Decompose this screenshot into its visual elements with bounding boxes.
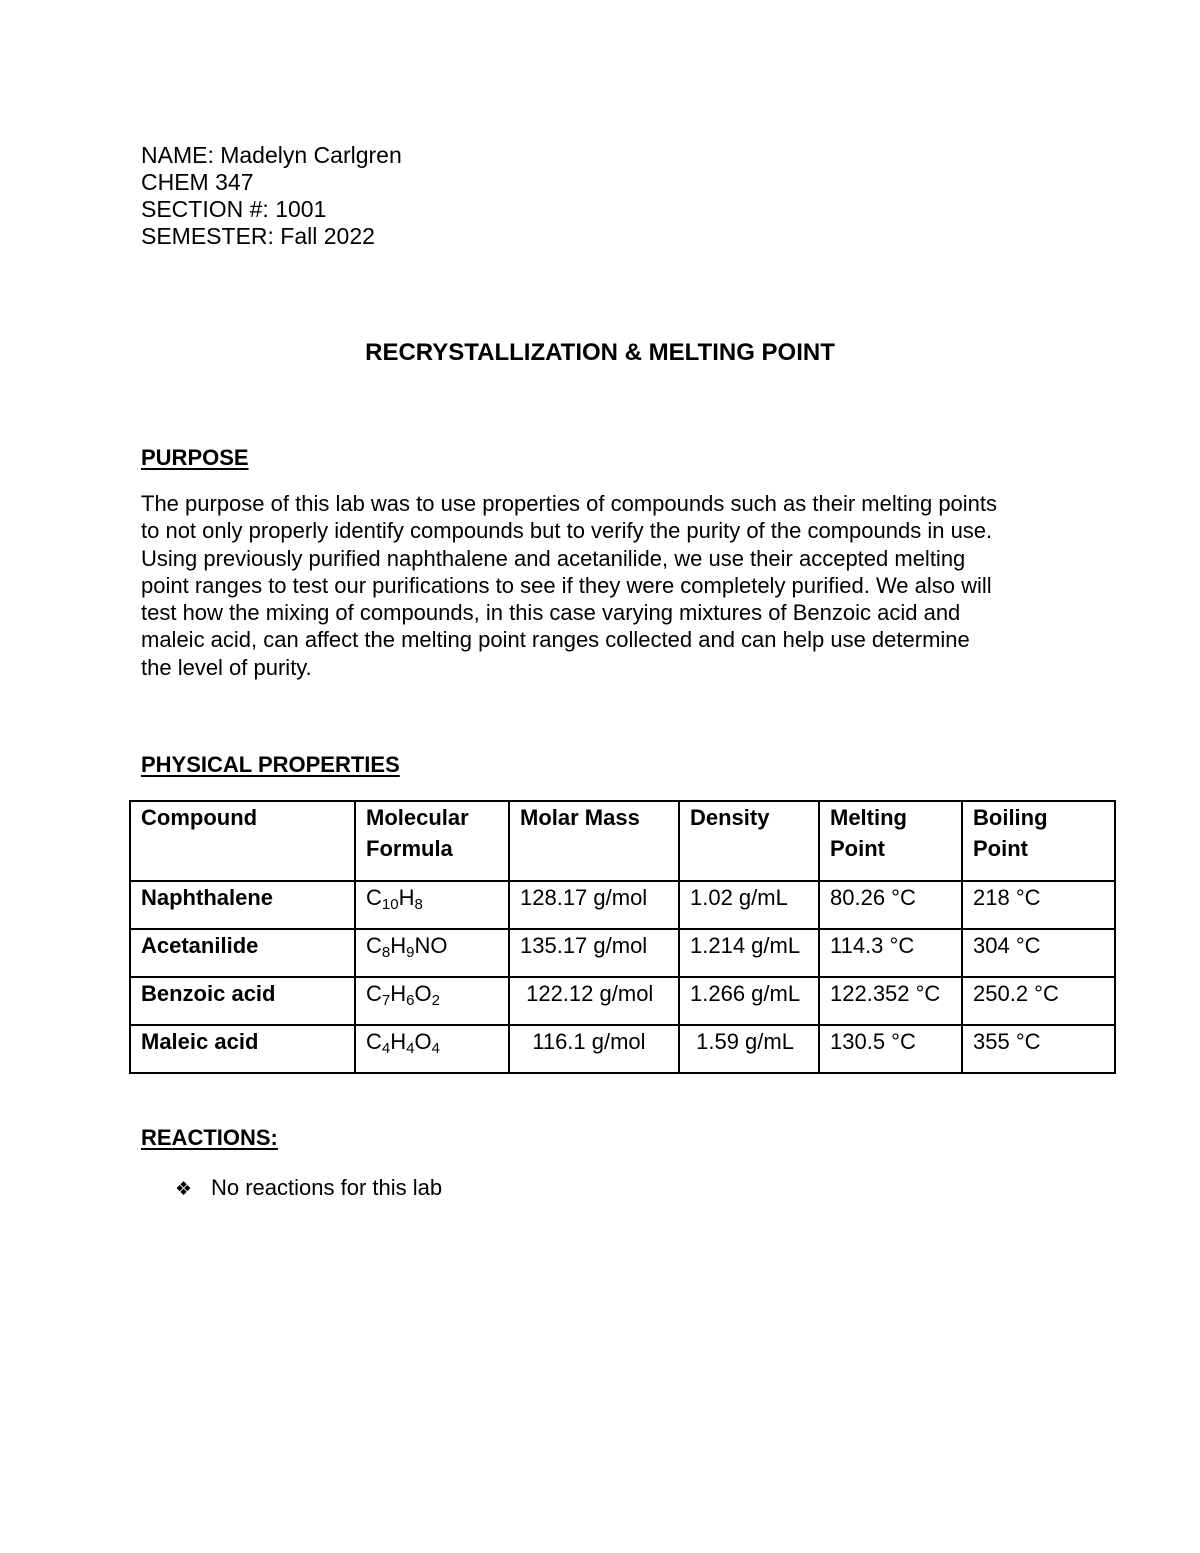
formula-element: H xyxy=(398,885,415,910)
formula-element: C xyxy=(366,1029,382,1054)
formula-subscript: 4 xyxy=(381,1040,391,1057)
formula-subscript: 8 xyxy=(414,896,423,913)
formula-subscript: 9 xyxy=(406,944,415,961)
column-header-molar-mass: Molar Mass xyxy=(509,801,679,881)
molecular-formula xyxy=(355,929,509,977)
purpose-line: maleic acid, can affect the melting point ranges collected and can help use determine xyxy=(141,627,970,653)
purpose-line: Using previously purified naphthalene and acetanilide, we use their accepted melting xyxy=(141,545,966,571)
formula-subscript: 2 xyxy=(431,992,440,1009)
boiling-point: 250.2 °C xyxy=(962,977,1115,1025)
density: 1.02 g/mL xyxy=(679,881,819,929)
column-header-compound: Compound xyxy=(130,801,355,881)
reactions-heading: REACTIONS: xyxy=(141,1125,278,1150)
molecular-formula xyxy=(355,977,509,1025)
melting-point: 114.3 °C xyxy=(819,929,962,977)
table-header-row xyxy=(130,801,1115,881)
document-title: RECRYSTALLIZATION & MELTING POINT xyxy=(365,339,835,366)
density: 1.214 g/mL xyxy=(679,929,819,977)
reaction-note: No reactions for this lab xyxy=(211,1175,443,1200)
formula-element: O xyxy=(414,1029,432,1054)
formula-element: C xyxy=(366,933,382,958)
molar-mass: 135.17 g/mol xyxy=(509,929,679,977)
compound-name: Maleic acid xyxy=(130,1025,355,1073)
melting-point: 122.352 °C xyxy=(819,977,962,1025)
purpose-line: test how the mixing of compounds, in this case varying mixtures of Benzoic acid and xyxy=(141,600,961,626)
formula-subscript: 4 xyxy=(431,1040,440,1057)
column-header-melting-point: Melting Point xyxy=(819,801,962,881)
purpose-heading: PURPOSE xyxy=(141,445,249,470)
formula-element: H xyxy=(390,933,407,958)
column-header-density: Density xyxy=(679,801,819,881)
formula-subscript: 7 xyxy=(381,992,391,1009)
purpose-line: The purpose of this lab was to use properties of compounds such as their melting points xyxy=(141,491,998,516)
formula-element: C xyxy=(366,885,382,910)
table-row xyxy=(130,1025,1115,1073)
density: 1.266 g/mL xyxy=(679,977,819,1025)
formula-subscript: 8 xyxy=(381,944,391,961)
density: 1.59 g/mL xyxy=(679,1025,819,1073)
semester: SEMESTER: Fall 2022 xyxy=(141,223,375,249)
formula-subscript: 6 xyxy=(406,992,415,1009)
formula-element: O xyxy=(414,981,432,1006)
physical-properties-heading: PHYSICAL PROPERTIES xyxy=(141,752,400,777)
molecular-formula xyxy=(355,881,509,929)
formula-subscript: 4 xyxy=(406,1040,415,1057)
table-row xyxy=(130,881,1115,929)
melting-point: 80.26 °C xyxy=(819,881,962,929)
molecular-formula xyxy=(355,1025,509,1073)
compound-name: Acetanilide xyxy=(130,929,355,977)
student-info xyxy=(141,142,402,250)
section-number: SECTION #: 1001 xyxy=(141,196,327,222)
column-header-molecular-formula: Molecular Formula xyxy=(355,801,509,881)
purpose-line: to not only properly identify compounds but to verify the purity of the compounds in use. xyxy=(141,518,993,544)
purpose-line: the level of purity. xyxy=(141,654,312,680)
list-item xyxy=(175,1174,442,1204)
molar-mass: 122.12 g/mol xyxy=(509,977,679,1025)
student-name: NAME: Madelyn Carlgren xyxy=(141,142,402,168)
formula-element: NO xyxy=(414,933,448,958)
course-number: CHEM 347 xyxy=(141,169,254,195)
diamond-bullet-icon: ❖ xyxy=(175,1179,193,1200)
table-row xyxy=(130,977,1115,1025)
boiling-point: 304 °C xyxy=(962,929,1115,977)
formula-element: C xyxy=(366,981,382,1006)
purpose-line: point ranges to test our purifications to see if they were completely purified. We also will xyxy=(141,572,992,598)
purpose-paragraph xyxy=(141,490,1071,681)
boiling-point: 218 °C xyxy=(962,881,1115,929)
melting-point: 130.5 °C xyxy=(819,1025,962,1073)
column-header-boiling-point: Boiling Point xyxy=(962,801,1115,881)
molar-mass: 128.17 g/mol xyxy=(509,881,679,929)
compound-name: Naphthalene xyxy=(130,881,355,929)
table-row xyxy=(130,929,1115,977)
physical-properties-table xyxy=(129,800,1116,1074)
formula-subscript: 10 xyxy=(381,896,399,913)
molar-mass: 116.1 g/mol xyxy=(509,1025,679,1073)
compound-name: Benzoic acid xyxy=(130,977,355,1025)
formula-element: H xyxy=(390,981,407,1006)
boiling-point: 355 °C xyxy=(962,1025,1115,1073)
formula-element: H xyxy=(390,1029,407,1054)
